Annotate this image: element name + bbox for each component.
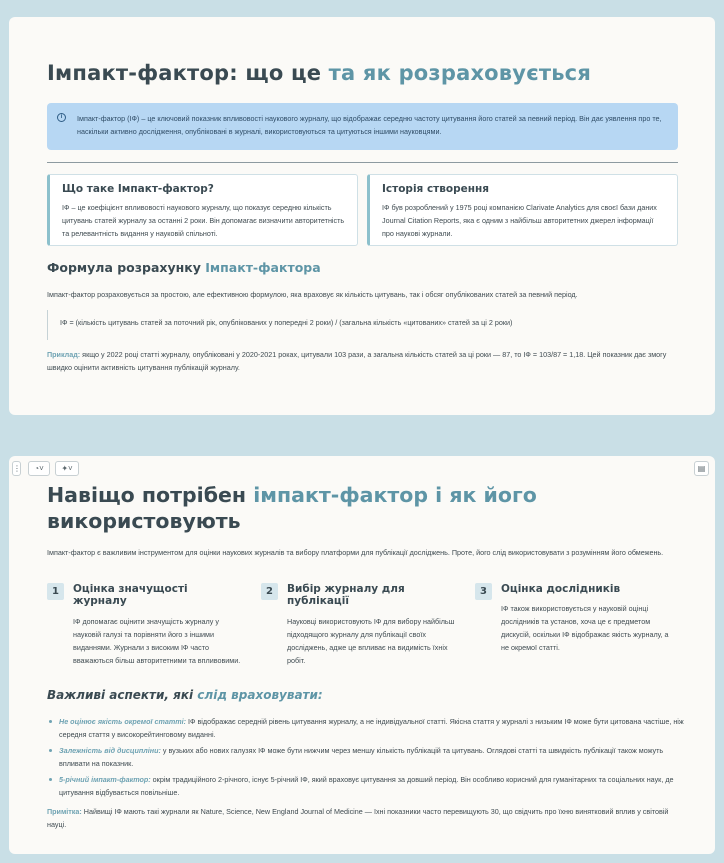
formula-intro: Імпакт-фактор розраховується за простою, але ефективною формулою, яка враховує як кількість цитувань, так і обсяг опублікованих статей за певний період. bbox=[47, 290, 578, 299]
heading-accent-text: Імпакт-фактора bbox=[205, 260, 321, 275]
note-label: Примітка: bbox=[47, 807, 82, 816]
slide-title bbox=[47, 61, 591, 85]
info-callout bbox=[47, 103, 678, 150]
card-text: ІФ був розроблений у 1975 році компанією Clarivate Analytics для своєї бази даних Journal Citation Reports, яка є одним з найбільш авторитетних джерел інформації про наукові журнали. bbox=[382, 203, 657, 238]
formula-heading bbox=[47, 260, 321, 275]
formula-text: ІФ = (кількість цитувань статей за поточний рік, опублікованих у попередні 2 роки) / (загальна кількість «цитованих» статей за ці 2 роки) bbox=[60, 318, 513, 327]
title-accent-text: імпакт-фактор і як його bbox=[253, 483, 537, 507]
step-number: 3 bbox=[475, 583, 492, 600]
card-title: Історія створення bbox=[382, 183, 489, 195]
example-paragraph bbox=[47, 348, 687, 374]
aspects-heading bbox=[47, 688, 323, 702]
info-text: Імпакт-фактор (ІФ) – це ключовий показник впливовості наукового журналу, що відображає середню частоту цитування його статей за певний період. Він дає уявлення про те, наскільки активно дослідження, опубліковані в журналі, використовуються та цитуються іншими науковцями. bbox=[77, 114, 662, 136]
step-number: 2 bbox=[261, 583, 278, 600]
column-text: ІФ допомагає оцінити значущість журналу у науковій галузі та порівняти його з іншими виданнями. Журнали з високим ІФ часто вважаються більш авторитетними та впливовими. bbox=[73, 617, 241, 665]
intro-paragraph: Імпакт-фактор є важливим інструментом для оцінки наукових журналів та вибору платформи для публікації досліджень. Проте, його слід використовувати з розумінням його обмежень. bbox=[47, 548, 664, 557]
card-text: ІФ – це коефіцієнт впливовості наукового журналу, що показує середню кількість цитувань статей журналу за останні 2 роки. Він допомагає визначити авторитетність та релевантність видання у науковій спільноті. bbox=[62, 203, 345, 238]
bullet-text: у вузьких або нових галузях ІФ може бути нижчим через меншу кількість публікацій та цитувань. Оглядові статті та швидкість публікації також можуть впливати на показник. bbox=[59, 746, 664, 768]
list-item bbox=[47, 715, 687, 741]
heading-accent-text: слід враховувати: bbox=[197, 688, 323, 702]
title-text: Навіщо потрібен bbox=[47, 483, 254, 507]
title-text: Імпакт-фактор: що це bbox=[47, 61, 329, 85]
bullet-label: Не оцінює якість окремої статті: bbox=[59, 717, 187, 726]
formula-block bbox=[47, 310, 678, 340]
title-accent-text: та як розраховується bbox=[328, 61, 592, 85]
bullet-label: 5-річний імпакт-фактор: bbox=[59, 775, 151, 784]
note-text: Найвищі ІФ мають такі журнали як Nature, Science, New England Journal of Medicine — їхні показники часто перевищують 30, що свідчить про їхню винятковий вплив у світовій науці. bbox=[47, 807, 669, 829]
column-title: Оцінка значущості журналу bbox=[73, 583, 188, 607]
bullet-text: окрім традиційного 2-річного, існує 5-річний ІФ, який враховує цитування за довший період. Він особливо корисний для гуманітарних та соціальних наук, де цитування відбувається повільніше. bbox=[59, 775, 674, 797]
column-text: Науковці використовують ІФ для вибору найбільш підходящого журналу для публікації своїх досліджень, адже це впливає на видимість їхніх робіт. bbox=[287, 617, 455, 665]
column-text: ІФ також використовується у науковій оцінці дослідників та установ, хоча це є предметом дискусій, оскільки ІФ відображає якість журналу, а не окремої статті. bbox=[501, 604, 669, 652]
card-history bbox=[367, 174, 678, 246]
step-number: 1 bbox=[47, 583, 64, 600]
column-title: Оцінка дослідників bbox=[501, 583, 621, 595]
bullet-label: Залежність від дисципліни: bbox=[59, 746, 161, 755]
example-label: Приклад: bbox=[47, 350, 81, 359]
slide-title bbox=[47, 482, 647, 534]
slide-1 bbox=[9, 17, 715, 415]
list-item bbox=[47, 773, 687, 799]
divider bbox=[47, 162, 678, 163]
drag-handle-icon[interactable]: ⋮ bbox=[12, 461, 21, 476]
title-text-end: використовують bbox=[47, 509, 241, 533]
ai-sparkle-button[interactable]: ✦˅ bbox=[55, 461, 79, 476]
info-icon: i bbox=[57, 113, 66, 122]
list-item bbox=[47, 744, 687, 770]
column-title: Вибір журналу для публікації bbox=[287, 583, 405, 607]
aspects-list bbox=[47, 715, 687, 802]
slide-2 bbox=[9, 456, 715, 854]
heading-text: Формула розрахунку bbox=[47, 260, 206, 275]
notes-icon[interactable]: ▤ bbox=[694, 461, 709, 476]
card-what-is-if bbox=[47, 174, 358, 246]
note-paragraph bbox=[47, 805, 687, 831]
heading-text: Важливі аспекти, які bbox=[47, 688, 198, 702]
card-title: Що таке Імпакт-фактор? bbox=[62, 183, 214, 195]
theme-button[interactable]: ◔˅ bbox=[28, 461, 50, 476]
bullet-text: ІФ відображає середній рівень цитування журналу, а не індивідуальної статті. Якісна стаття у журналі з низьким ІФ може бути цитована частіше, ніж середня стаття у високорейтинговому виданні. bbox=[59, 717, 684, 739]
example-text: якщо у 2022 році статті журналу, опубліковані у 2020-2021 роках, цитували 103 рази, а загальна кількість статей за ці роки — 87, то ІФ = 103/87 = 1,18. Цей показник дає змогу швидко оцінити активність цитування публікацій журналу. bbox=[47, 350, 667, 372]
